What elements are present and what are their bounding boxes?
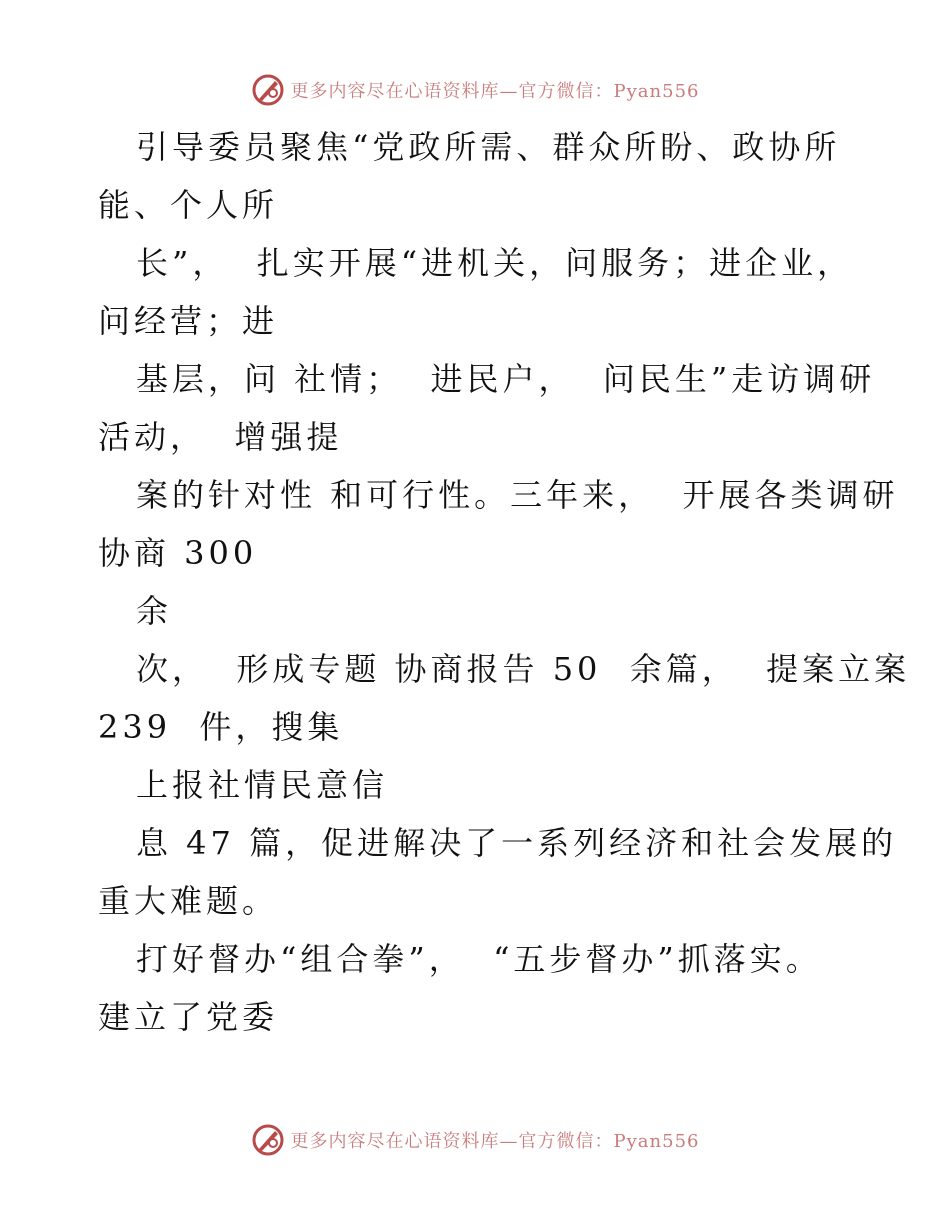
text-line: 基层，问 社情； 进民户， 问民生”走访调研 <box>136 360 876 398</box>
text-line: 活动， 增强提 <box>98 418 343 456</box>
footer-banner <box>0 1120 950 1160</box>
header-banner-text: 更多内容尽在心语资料库—官方微信：Pyan556 <box>290 81 700 102</box>
text-line: 次， 形成专题 协商报告 50 余篇， 提案立案 <box>136 650 911 688</box>
text-line: 问经营；进 <box>98 302 279 340</box>
text-line: 引导委员聚焦“党政所需、群众所盼、政协所 <box>136 128 841 166</box>
quill-seal-icon <box>251 73 285 107</box>
text-line: 重大难题。 <box>98 882 279 920</box>
quill-seal-icon <box>251 1123 285 1157</box>
text-line: 能、个人所 <box>98 186 279 224</box>
text-line: 余 <box>136 592 173 630</box>
text-line: 建立了党委 <box>98 998 279 1036</box>
document-body <box>98 118 911 1046</box>
text-line: 上报社情民意信 <box>136 766 389 804</box>
text-line: 息 47 篇，促进解决了一系列经济和社会发展的 <box>136 824 898 862</box>
text-line: 打好督办“组合拳”， “五步督办”抓落实。 <box>136 940 822 978</box>
footer-banner-text: 更多内容尽在心语资料库—官方微信：Pyan556 <box>290 1131 700 1152</box>
text-line: 239 件，搜集 <box>98 708 344 746</box>
header-banner <box>0 70 950 110</box>
text-line: 协商 300 <box>98 534 258 572</box>
text-line: 案的针对性 和可行性。三年来， 开展各类调研 <box>136 476 899 514</box>
text-line: 长”， 扎实开展“进机关，问服务；进企业， <box>136 244 854 282</box>
